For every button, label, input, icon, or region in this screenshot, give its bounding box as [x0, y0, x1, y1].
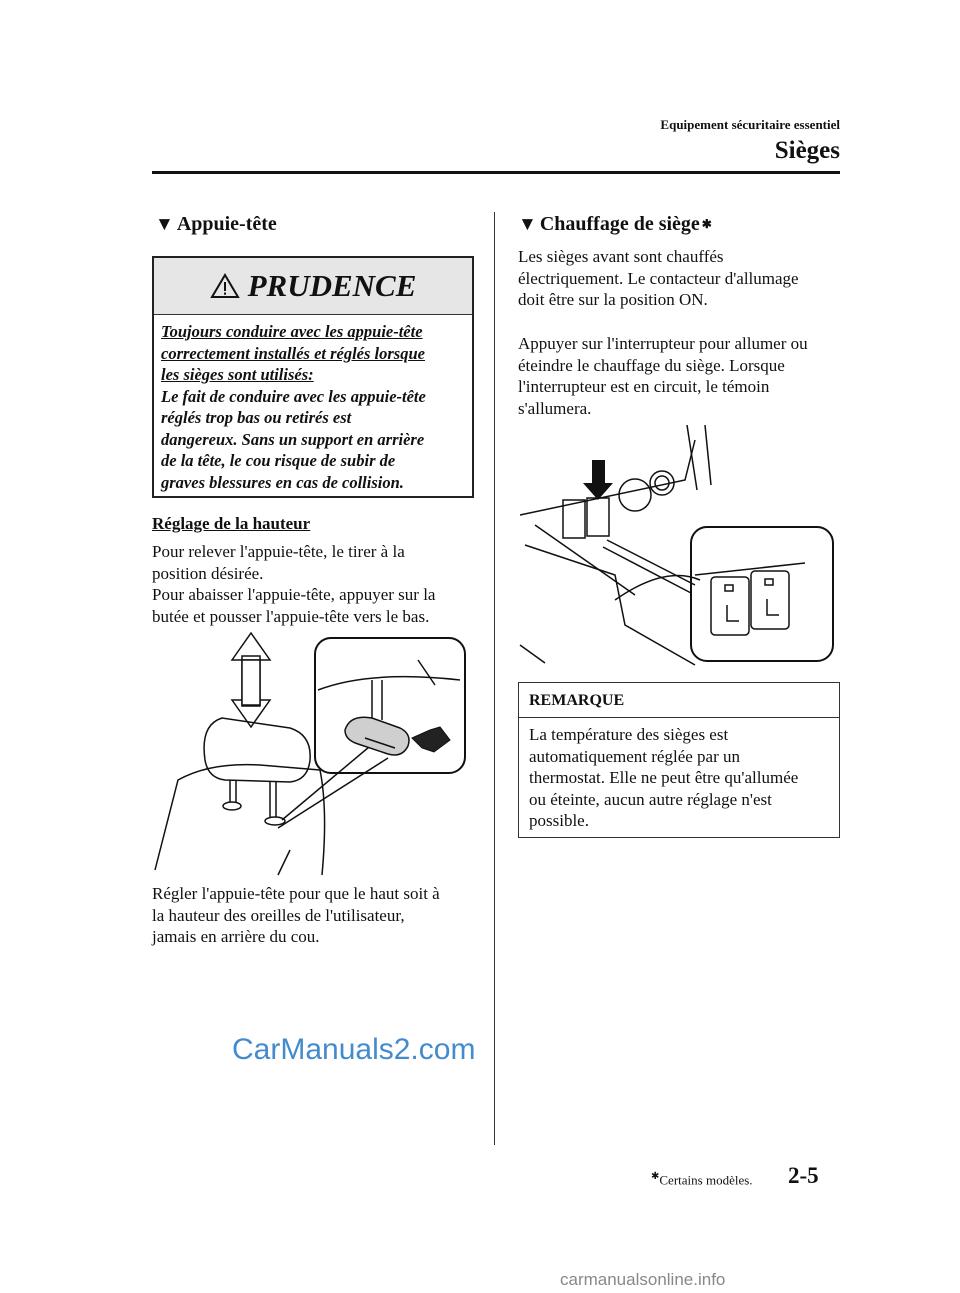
text-line: position désirée. [152, 563, 264, 583]
column-divider [494, 212, 495, 1145]
caution-line: les sièges sont utilisés: [161, 365, 314, 384]
text-line: doit être sur la position ON. [518, 290, 708, 310]
paragraph-seat-heating-intro [518, 246, 848, 311]
text-line: électriquement. Le contacteur d'allumage [518, 268, 799, 288]
text-line: Les sièges avant sont chauffés [518, 247, 724, 266]
note-text [519, 718, 839, 838]
section-title-text: Appuie-tête [176, 213, 277, 235]
caution-line: Le fait de conduire avec les appuie-tête [161, 386, 426, 406]
seat-heater-switch-illustration [515, 425, 840, 667]
text-line: Régler l'appuie-tête pour que le haut soit à [152, 884, 440, 903]
subheading-height-adjust: Réglage de la hauteur [152, 514, 311, 533]
footer-note-text: Certains modèles. [659, 1172, 753, 1188]
page-number: 2-5 [788, 1163, 819, 1188]
caution-line: correctement installés et réglés lorsque [161, 343, 425, 363]
caution-box [152, 256, 474, 498]
text-line: thermostat. Elle ne peut être qu'allumée [529, 768, 799, 787]
certain-models-mark: ✱ [701, 217, 712, 231]
header-section: Equipement sécuritaire essentiel [660, 117, 840, 132]
paragraph-height-adjust [152, 541, 482, 627]
site-watermark: carmanualsonline.info [560, 1270, 726, 1289]
caution-line: graves blessures en cas de collision. [161, 472, 404, 492]
certain-models-mark: ✱ [651, 1171, 660, 1182]
paragraph-headrest-position [152, 883, 487, 948]
header-rule [152, 171, 840, 174]
triangle-marker-icon: ▼ [518, 213, 537, 235]
caution-line: Toujours conduire avec les appuie-tête [161, 322, 423, 341]
caution-line: réglés trop bas ou retirés est [161, 408, 352, 427]
text-line: automatiquement réglée par un [529, 746, 740, 766]
text-line: éteindre le chauffage du siège. Lorsque [518, 355, 785, 375]
text-line: La température des sièges est [529, 725, 729, 744]
section-headrest-title [155, 213, 277, 236]
text-line: Appuyer sur l'interrupteur pour allumer ou [518, 334, 808, 353]
headrest-illustration [150, 630, 475, 880]
note-box [518, 682, 840, 838]
note-label: REMARQUE [519, 683, 839, 718]
section-seat-heating-title [518, 213, 712, 236]
text-line: jamais en arrière du cou. [152, 927, 320, 947]
triangle-marker-icon: ▼ [155, 213, 174, 235]
caution-line: dangereux. Sans un support en arrière [161, 429, 425, 449]
warning-triangle-icon [210, 273, 240, 299]
section-title-text: Chauffage de siège [539, 213, 700, 235]
caution-line: de la tête, le cou risque de subir de [161, 451, 396, 470]
watermark: CarManuals2.com [232, 1033, 476, 1066]
text-line: ou éteinte, aucun autre réglage n'est [529, 789, 772, 809]
text-line: l'interrupteur est en circuit, le témoin [518, 377, 770, 397]
caution-header [154, 258, 472, 315]
text-line: possible. [529, 811, 589, 830]
caution-text [154, 315, 472, 493]
caution-label: PRUDENCE [247, 268, 417, 303]
paragraph-seat-heating-switch [518, 333, 848, 419]
footer-certain-models [651, 1171, 753, 1188]
text-line: Pour relever l'appuie-tête, le tirer à la [152, 542, 405, 561]
text-line: butée et pousser l'appuie-tête vers le bas. [152, 606, 430, 626]
text-line: la hauteur des oreilles de l'utilisateur, [152, 905, 405, 925]
page-title: Sièges [774, 137, 840, 164]
text-line: Pour abaisser l'appuie-tête, appuyer sur la [152, 585, 436, 605]
text-line: s'allumera. [518, 398, 592, 418]
